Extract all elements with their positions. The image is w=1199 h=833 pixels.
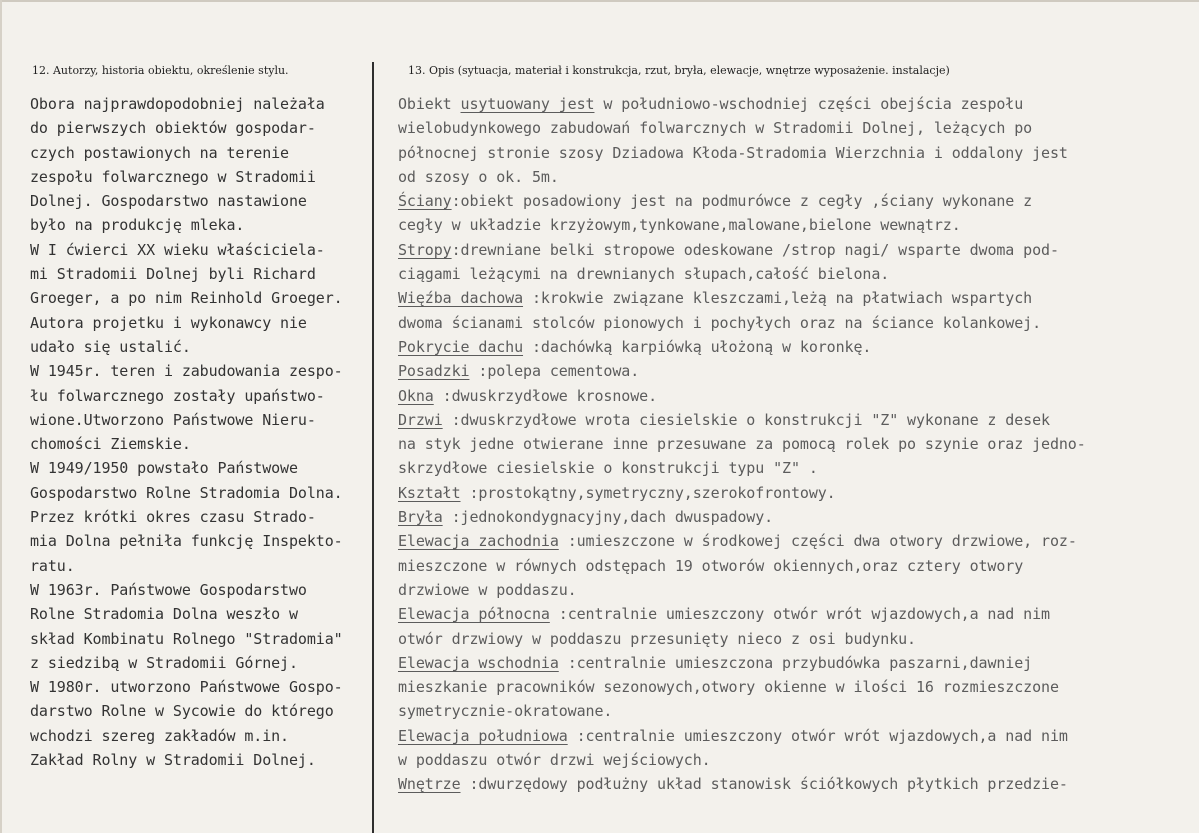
- section-label: Pokrycie dachu: [398, 337, 524, 356]
- description-text: otwór drzwiowy w poddaszu przesunięty nieco z osi budynku.: [398, 629, 916, 648]
- description-line: [398, 772, 1178, 796]
- description-text: :centralnie umieszczona przybudówka paszarni,dawniej: [558, 653, 1033, 672]
- section-label: Stropy: [398, 240, 452, 259]
- description-text: wielobudynkowego zabudowań folwarcznych w Stradomii Dolnej, leżących po: [398, 119, 1033, 138]
- history-line: wione.Utworzono Państwowe Nieru-: [30, 410, 316, 429]
- description-text: dwoma ścianami stolców pionowych i pochyłych oraz na ściance kolankowej.: [398, 313, 1042, 332]
- section-label: Elewacja północna: [398, 605, 550, 624]
- history-line: Groeger, a po nim Reinhold Groeger.: [30, 289, 343, 308]
- section-label: Elewacja wschodnia: [398, 653, 559, 672]
- description-text: :dwurzędowy podłużny układ stanowisk ściółkowych płytkich przedzie-: [460, 775, 1068, 794]
- section-13-header: 13. Opis (sytuacja, materiał i konstrukcja, rzut, bryła, elewacje, wnętrze wyposażenie. instalacje): [408, 64, 950, 77]
- description-text: drzwiowe w poddaszu.: [398, 580, 577, 599]
- section-label: Posadzki: [398, 362, 470, 381]
- history-line: skład Kombinatu Rolnego "Stradomia": [30, 629, 343, 648]
- description-line: [398, 651, 1178, 675]
- description-text: :krokwie związane kleszczami,leżą na płatwiach wspartych: [523, 289, 1033, 308]
- history-line: Zakład Rolny w Stradomii Dolnej.: [30, 751, 316, 770]
- description-line: [398, 213, 1178, 237]
- history-line: było na produkcję mleka.: [30, 216, 245, 235]
- description-text: ciągami leżącymi na drewnianych słupach,całość bielona.: [398, 265, 890, 284]
- description-text: cegły w układzie krzyżowym,tynkowane,malowane,bielone wewnątrz.: [398, 216, 961, 235]
- description-text: :polepa cementowa.: [469, 362, 640, 381]
- description-line: [398, 408, 1178, 432]
- left-edge: [0, 0, 2, 833]
- section-label: Drzwi: [398, 410, 443, 429]
- section-label: Elewacja południowa: [398, 726, 568, 745]
- description-line: [398, 262, 1178, 286]
- description-line: [398, 359, 1178, 383]
- history-line: darstwo Rolne w Sycowie do którego: [30, 702, 334, 721]
- section-label: Bryła: [398, 508, 443, 527]
- section-label: Okna: [398, 386, 434, 405]
- history-line: zespołu folwarcznego w Stradomii: [30, 167, 316, 186]
- description-text: :jednokondygnacyjny,dach dwuspadowy.: [442, 508, 774, 527]
- history-line: W 1949/1950 powstało Państwowe: [30, 459, 298, 478]
- history-line: z siedzibą w Stradomii Górnej.: [30, 653, 298, 672]
- description-text: symetrycznie-okratowane.: [398, 702, 613, 721]
- section-label: usytuowany jest: [460, 95, 595, 113]
- history-line: Autora projetku i wykonawcy nie: [30, 313, 307, 332]
- history-line: chomości Ziemskie.: [30, 435, 191, 454]
- top-edge: [0, 0, 1199, 2]
- description-line: [398, 675, 1178, 699]
- history-line: Rolne Stradomia Dolna weszło w: [30, 605, 298, 624]
- history-line: Obora najprawdopodobniej należała: [30, 95, 325, 113]
- description-line: [398, 699, 1178, 723]
- section-12-header: 12. Autorzy, historia obiektu, określenie stylu.: [32, 64, 289, 77]
- description-text: :dwuskrzydłowe wrota ciesielskie o konstrukcji "Z" wykonane z desek: [442, 410, 1050, 429]
- section-label: Elewacja zachodnia: [398, 532, 559, 551]
- history-line: W 1945r. teren i zabudowania zespo-: [30, 362, 343, 381]
- description-text: Obiekt: [398, 95, 461, 113]
- description-line: [398, 141, 1178, 165]
- description-line: [398, 335, 1178, 359]
- description-line: [398, 92, 1178, 116]
- description-line: [398, 554, 1178, 578]
- description-line: [398, 286, 1178, 310]
- history-line: W 1963r. Państwowe Gospodarstwo: [30, 580, 307, 599]
- description-line: [398, 724, 1178, 748]
- history-line: Dolnej. Gospodarstwo nastawione: [30, 192, 307, 211]
- description-line: [398, 578, 1178, 602]
- description-text: w poddaszu otwór drzwi wejściowych.: [398, 751, 711, 770]
- description-text: :prostokątny,symetryczny,szerokofrontowy.: [460, 483, 836, 502]
- description-text: :centralnie umieszczony otwór wrót wjazdowych,a nad nim: [567, 726, 1068, 745]
- section-label: Wnętrze: [398, 775, 461, 794]
- description-text: :dwuskrzydłowe krosnowe.: [433, 386, 658, 405]
- description-line: [398, 627, 1178, 651]
- description-line: [398, 481, 1178, 505]
- section-label: Ściany: [398, 192, 452, 211]
- description-text: od szosy o ok. 5m.: [398, 167, 559, 186]
- description-text: w południowo-wschodniej części obejścia zespołu: [594, 95, 1024, 113]
- description-text: :umieszczone w środkowej części dwa otwory drzwiowe, roz-: [558, 532, 1077, 551]
- description-line: [398, 456, 1178, 480]
- history-column: [30, 92, 375, 772]
- description-line: [398, 189, 1178, 213]
- description-line: [398, 238, 1178, 262]
- history-line: Gospodarstwo Rolne Stradomia Dolna.: [30, 483, 343, 502]
- description-line: [398, 748, 1178, 772]
- description-line: [398, 116, 1178, 140]
- description-line: [398, 384, 1178, 408]
- history-line: W I ćwierci XX wieku właściciela-: [30, 240, 325, 259]
- description-text: :dachówką karpiówką ułożoną w koronkę.: [523, 337, 872, 356]
- description-line: [398, 602, 1178, 626]
- description-text: :obiekt posadowiony jest na podmurówce z cegły ,ściany wykonane z: [451, 192, 1033, 211]
- history-line: Przez krótki okres czasu Strado-: [30, 508, 316, 527]
- description-text: :centralnie umieszczony otwór wrót wjazdowych,a nad nim: [549, 605, 1050, 624]
- history-line: udało się ustalić.: [30, 337, 191, 356]
- description-line: [398, 165, 1178, 189]
- description-text: mieszczone w równych odstępach 19 otworów okiennych,oraz cztery otwory: [398, 556, 1024, 575]
- history-line: łu folwarcznego zostały upaństwo-: [30, 386, 325, 405]
- history-line: W 1980r. utworzono Państwowe Gospo-: [30, 678, 343, 697]
- description-line: [398, 311, 1178, 335]
- section-label: Więźba dachowa: [398, 289, 524, 308]
- history-line: mi Stradomii Dolnej byli Richard: [30, 265, 316, 284]
- description-line: [398, 432, 1178, 456]
- description-line: [398, 505, 1178, 529]
- description-text: skrzydłowe ciesielskie o konstrukcji typu "Z" .: [398, 459, 818, 478]
- history-line: do pierwszych obiektów gospodar-: [30, 119, 316, 138]
- history-line: czych postawionych na terenie: [30, 143, 289, 162]
- section-label: Kształt: [398, 483, 461, 502]
- history-line: wchodzi szereg zakładów m.in.: [30, 726, 289, 745]
- description-column: [398, 92, 1178, 797]
- description-text: mieszkanie pracowników sezonowych,otwory okienne w ilości 16 rozmieszczone: [398, 678, 1059, 697]
- history-line: mia Dolna pełniła funkcję Inspekto-: [30, 532, 343, 551]
- description-text: na styk jedne otwierane inne przesuwane za pomocą rolek po szynie oraz jedno-: [398, 435, 1086, 454]
- description-text: północnej stronie szosy Dziadowa Kłoda-Stradomia Wierzchnia i oddalony jest: [398, 143, 1068, 162]
- description-line: [398, 529, 1178, 553]
- description-text: :drewniane belki stropowe odeskowane /strop nagi/ wsparte dwoma pod-: [451, 240, 1059, 259]
- history-line: ratu.: [30, 556, 75, 575]
